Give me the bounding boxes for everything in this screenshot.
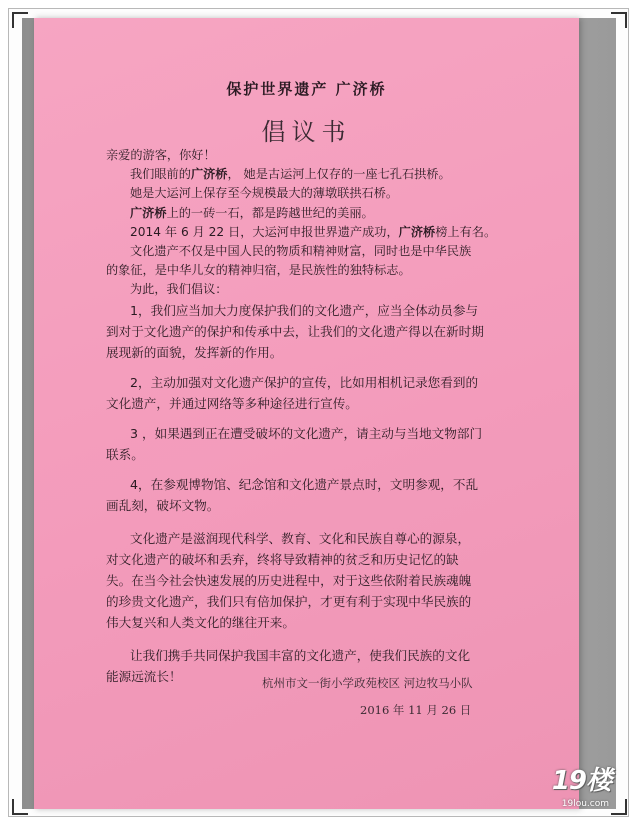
- pink-paper-sheet: [34, 18, 579, 809]
- document-heading: 倡议书: [261, 118, 352, 146]
- call-to-action: 让我们携手共同保护我国丰富的文化遗产，使我们民族的文化: [130, 647, 471, 663]
- heritage-line: 文化遗产不仅是中国人民的物质和精神财富，同时也是中华民族: [130, 244, 472, 259]
- proposal-item-1-cont: 展现新的面貌，发挥新的作用。: [106, 344, 283, 360]
- proposal-item-1-cont: 到对于文化遗产的保护和传承中去，让我们的文化遗产得以在新时期: [106, 323, 484, 339]
- document-date: 2016 年 11 月 26 日: [360, 703, 472, 717]
- proposal-item-1: 1，我们应当加大力度保护我们的文化遗产，应当全体动员参与: [130, 302, 479, 318]
- signature: 杭州市文一街小学政苑校区 河边牧马小队: [262, 676, 473, 690]
- document-body: [106, 146, 571, 687]
- intro-bold-text: 广济桥: [190, 167, 228, 182]
- intro-line: [106, 165, 571, 184]
- greeting: 亲爱的游客，你好！: [106, 148, 216, 162]
- closing-paragraph-cont: 的珍贵文化遗产，我们只有倍加保护，才更有利于实现中华民族的: [106, 593, 472, 609]
- watermark-url: 19lou.com: [561, 799, 609, 809]
- intro-line: [106, 204, 571, 223]
- proposal-item-3-cont: 联系。: [106, 446, 144, 462]
- proposal-item-4-cont: 画乱刻，破坏文物。: [106, 497, 220, 513]
- intro-bold-text: 广济桥: [398, 224, 436, 239]
- intro-text: ， 她是古运河上仅存的一座七孔石拱桥。: [227, 167, 451, 182]
- closing-paragraph-cont: 对文化遗产的破坏和丢弃，终将导致精神的贫乏和历史记忆的缺: [106, 551, 459, 567]
- watermark-logo: 19楼: [551, 766, 611, 796]
- intro-text: 榜上有名。: [435, 224, 497, 239]
- intro-text: 上的一砖一石，都是跨越世纪的美丽。: [166, 205, 374, 220]
- intro-bold-text: 广济桥: [130, 205, 167, 220]
- heritage-line: 的象征，是中华儿女的精神归宿，是民族性的独特标志。: [106, 263, 411, 278]
- proposal-item-4: 4，在参观博物馆、纪念馆和文化遗产景点时，文明参观，不乱: [130, 476, 479, 492]
- closing-paragraph-cont: 伟大复兴和人类文化的继往开来。: [106, 614, 295, 630]
- proposal-item-3: 3 ，如果遇到正在遭受破坏的文化遗产，请主动与当地文物部门: [130, 425, 483, 441]
- intro-text: 我们眼前的: [130, 167, 191, 182]
- intro-text: 她是大运河上保存至今规模最大的薄墩联拱石桥。: [130, 186, 399, 201]
- proposal-item-2: 2，主动加强对文化遗产保护的宣传，比如用相机记录您看到的: [130, 374, 479, 390]
- proposal-item-2-cont: 文化遗产，并通过网络等多种途径进行宣传。: [106, 395, 358, 411]
- intro-text: 2014 年 6 月 22 日，大运河申报世界遗产成功，: [130, 224, 399, 239]
- closing-paragraph: 文化遗产是滋润现代科学、教育、文化和民族自尊心的源泉，: [130, 530, 471, 546]
- document-title-line: 保护世界遗产 广济桥: [226, 80, 387, 98]
- call-to-action-cont: 能源远流长！: [106, 668, 182, 684]
- closing-paragraph-cont: 失。在当今社会快速发展的历史进程中，对于这些依附着民族魂魄: [106, 572, 472, 588]
- proposal-lead: 为此，我们倡议：: [130, 282, 228, 297]
- site-watermark: [547, 765, 617, 811]
- intro-line: [106, 184, 571, 203]
- intro-line: [106, 223, 571, 242]
